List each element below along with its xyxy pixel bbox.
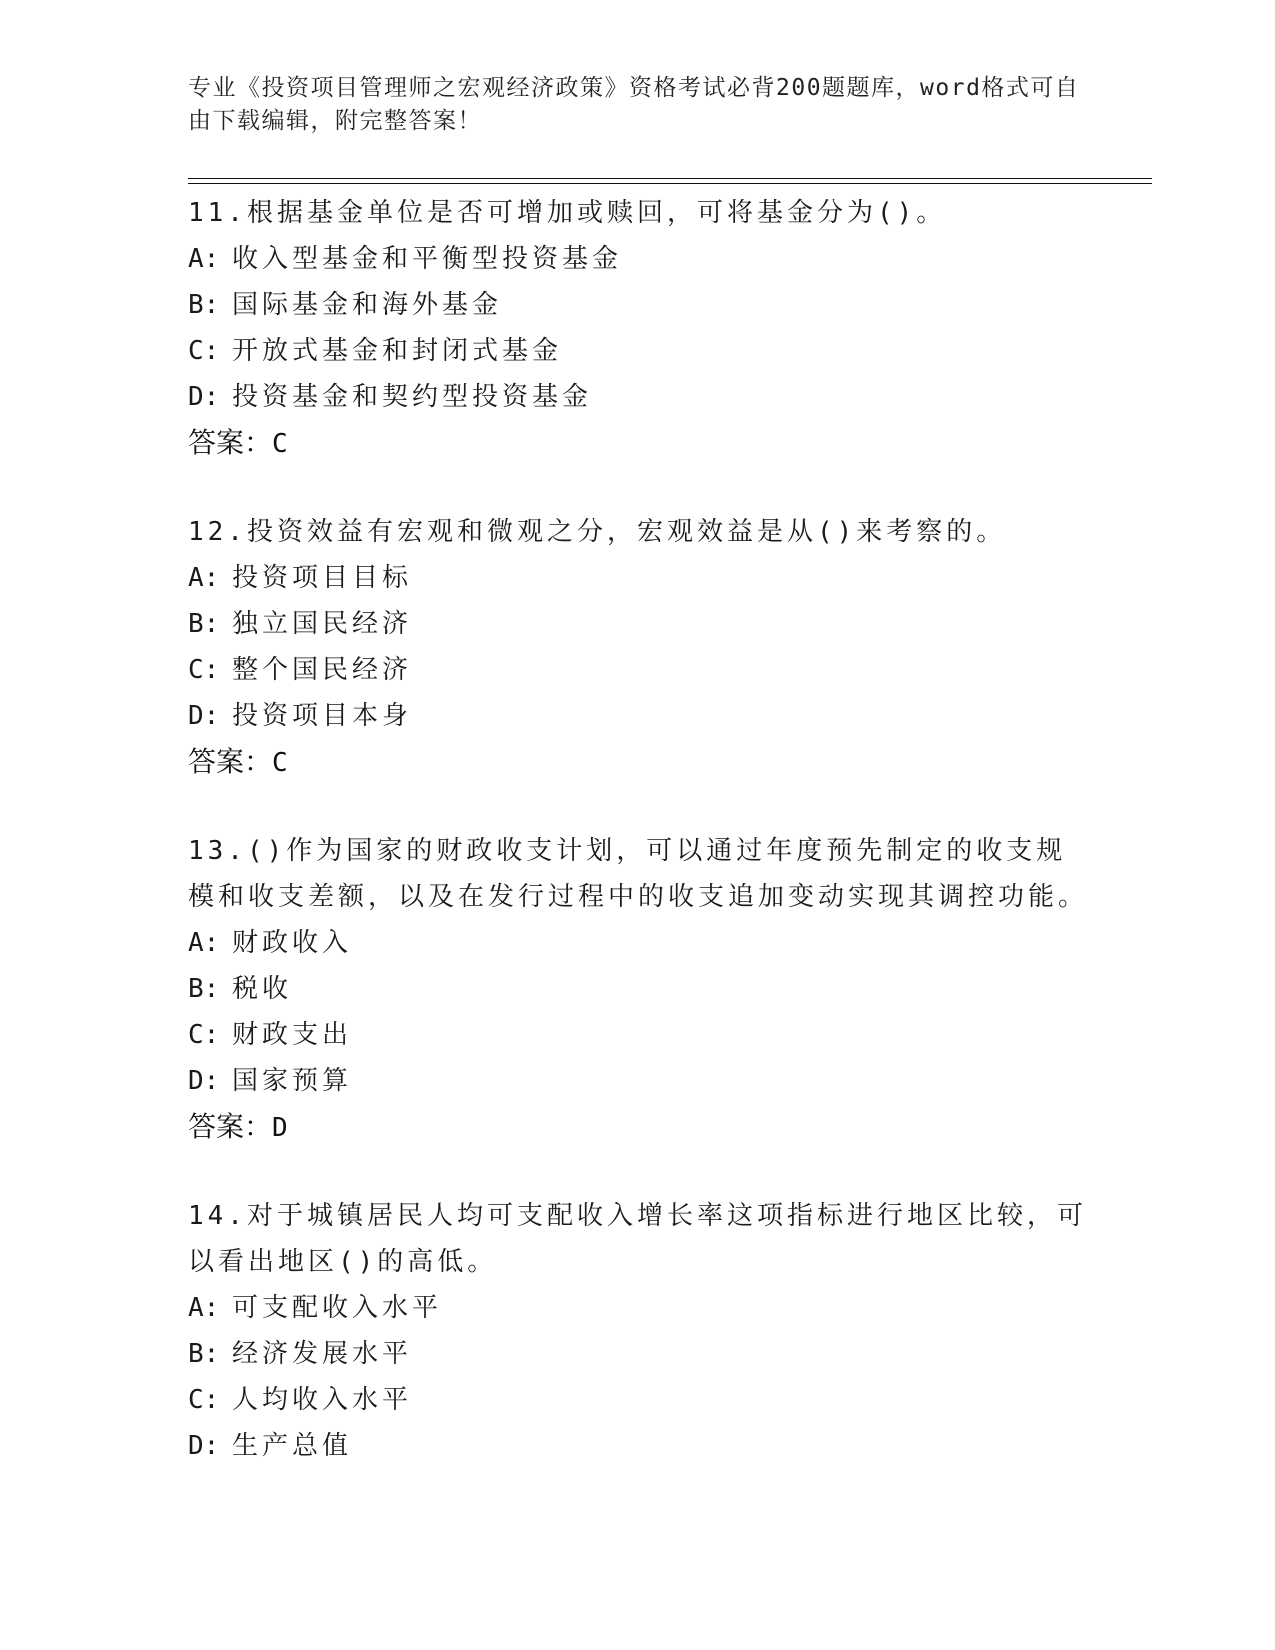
answer-label: 答案： (188, 426, 273, 459)
option-text: 开放式基金和封闭式基金 (232, 336, 563, 366)
option-text: 经济发展水平 (232, 1339, 413, 1369)
answer-line (188, 420, 1088, 467)
option-letter: D: (188, 1066, 220, 1096)
header-divider-top (188, 178, 1152, 179)
question-stem: 11.根据基金单位是否可增加或赎回，可将基金分为()。 (188, 198, 947, 228)
option-text: 生产总值 (232, 1431, 353, 1461)
question-item (188, 509, 1088, 786)
answer-label: 答案： (188, 745, 273, 778)
option-letter: C: (188, 1385, 220, 1415)
option-letter: B: (188, 974, 220, 1004)
option-c (188, 328, 1088, 374)
question-item (188, 190, 1088, 467)
option-b (188, 1331, 1088, 1377)
answer-label: 答案： (188, 1110, 273, 1143)
question-stem: 12.投资效益有宏观和微观之分，宏观效益是从()来考察的。 (188, 517, 1007, 547)
option-text: 整个国民经济 (232, 655, 413, 685)
question-stem: 13.()作为国家的财政收支计划，可以通过年度预先制定的收支规模和收支差额，以及在发行过程中的收支追加变动实现其调控功能。 (188, 836, 1089, 912)
option-letter: C: (188, 655, 220, 685)
option-letter: C: (188, 1020, 220, 1050)
answer-line (188, 739, 1088, 786)
option-letter: D: (188, 382, 220, 412)
answer-value: D (272, 1113, 288, 1143)
option-letter: B: (188, 609, 220, 639)
option-text: 投资项目目标 (232, 563, 413, 593)
option-d (188, 1423, 1088, 1469)
option-b (188, 282, 1088, 328)
option-a (188, 920, 1088, 966)
option-c (188, 1012, 1088, 1058)
option-letter: C: (188, 336, 220, 366)
option-text: 国际基金和海外基金 (232, 290, 503, 320)
option-text: 财政收入 (232, 928, 353, 958)
option-a (188, 555, 1088, 601)
option-text: 收入型基金和平衡型投资基金 (232, 244, 623, 274)
option-text: 可支配收入水平 (232, 1293, 443, 1323)
option-d (188, 374, 1088, 420)
option-text: 人均收入水平 (232, 1385, 413, 1415)
option-letter: B: (188, 290, 220, 320)
answer-value: C (272, 429, 288, 459)
option-text: 投资基金和契约型投资基金 (232, 382, 593, 412)
option-d (188, 1058, 1088, 1104)
option-letter: B: (188, 1339, 220, 1369)
option-a (188, 1285, 1088, 1331)
option-b (188, 601, 1088, 647)
option-text: 税收 (232, 974, 293, 1004)
header-divider-bottom (188, 183, 1152, 184)
option-d (188, 693, 1088, 739)
document-header: 专业《投资项目管理师之宏观经济政策》资格考试必背200题题库，word格式可自由下载编辑，附完整答案！ (188, 75, 1080, 134)
question-item (188, 828, 1088, 1151)
question-stem: 14.对于城镇居民人均可支配收入增长率这项指标进行地区比较，可以看出地区()的高低。 (188, 1201, 1087, 1277)
option-c (188, 1377, 1088, 1423)
option-c (188, 647, 1088, 693)
option-letter: D: (188, 1431, 220, 1461)
question-item (188, 1193, 1088, 1469)
answer-value: C (272, 748, 288, 778)
option-letter: A: (188, 563, 220, 593)
option-letter: A: (188, 928, 220, 958)
option-text: 投资项目本身 (232, 701, 413, 731)
question-list (188, 190, 1088, 1511)
answer-line (188, 1104, 1088, 1151)
option-letter: D: (188, 701, 220, 731)
option-letter: A: (188, 244, 220, 274)
option-text: 财政支出 (232, 1020, 353, 1050)
option-text: 独立国民经济 (232, 609, 413, 639)
option-text: 国家预算 (232, 1066, 353, 1096)
option-a (188, 236, 1088, 282)
option-b (188, 966, 1088, 1012)
option-letter: A: (188, 1293, 220, 1323)
